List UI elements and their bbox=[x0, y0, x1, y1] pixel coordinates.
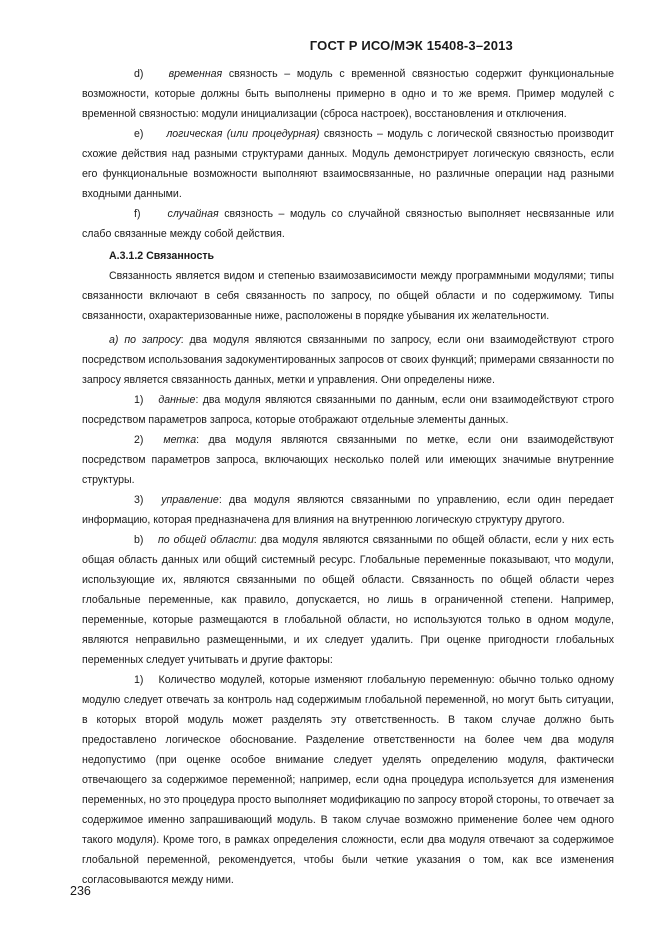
term: логическая (или процедурная) bbox=[166, 128, 320, 140]
list-marker: b) bbox=[134, 534, 144, 546]
paragraph-b bbox=[82, 530, 614, 670]
paragraph-text: связность – модуль со случайной связностью выполняет несвязанные или слабо связанные между собой действия. bbox=[82, 208, 614, 240]
paragraph-text: Количество модулей, которые изменяют глобальную переменную: обычно только одному модулю следует отвечать за контроль над содержимым глобальной переменной, но могут быть ситуации, в которых второй модуль может разделять эту ответственность. В таком случае должно быть предоставлено логическое обоснование. Разделение ответственности на более чем два модуля недопустимо (при оценке особое внимание следует уделять определению модуля, фактически отвечающего за содержимое переменной; например, если одна процедура используется для изменения переменных, но это процедура просто выполняет модификацию по запросу второй стороны, то отвечает за содержимое именно запрашивающий модуль. В таком случае возможно применение более чем одного такого модуля). Кроме того, в рамках определения сложности, если два модуля отвечают за содержимое глобальной переменной, рекомендуется, чтобы были четкие указания о том, как все изменения согласовываются между ними. bbox=[82, 674, 614, 886]
paragraph-d bbox=[82, 64, 614, 124]
term: по общей области bbox=[157, 534, 254, 546]
list-marker: a) bbox=[109, 334, 119, 346]
paragraph-text: : два модуля являются связанными по метке, если они взаимодействуют посредством параметров запроса, включающих несколько полей или имеющих значимые внутренние структуры. bbox=[82, 434, 614, 486]
page-number: 236 bbox=[70, 884, 91, 898]
term: данные bbox=[158, 394, 196, 406]
paragraph-e bbox=[82, 124, 614, 204]
term: управление bbox=[161, 494, 219, 506]
paragraph-f bbox=[82, 204, 614, 244]
list-marker: 1) bbox=[134, 394, 144, 406]
paragraph-a2 bbox=[82, 430, 614, 490]
paragraph-text: связность – модуль с логической связностью производит схожие действия над разными структурами данных. Модуль демонстрирует логическую связность, если его функциональные возможности выполняют взаимосвязанные, но различные операции над разными входными данными. bbox=[82, 128, 614, 200]
paragraph-text: : два модуля являются связанными по запросу, если они взаимодействуют строго посредством использования задокументированных запросов от своих функций; примерами связанности по запросу является связанность данных, метки и управления. Они определены ниже. bbox=[82, 334, 614, 386]
term: случайная bbox=[167, 208, 219, 220]
paragraph-text: : два модуля являются связанными по управлению, если один передает информацию, которая предназначена для влияния на внутреннюю логическую структуру другого. bbox=[82, 494, 615, 526]
term: временная bbox=[168, 68, 223, 80]
page-header: ГОСТ Р ИСО/МЭК 15408-3–2013 bbox=[309, 38, 513, 53]
document-body bbox=[82, 64, 614, 890]
paragraph-text: связность – модуль с временной связностью содержит функциональные возможности, которые должны быть выполнены примерно в одно и то же время. Пример модулей с временной связностью: модули инициализации (сброса настроек), восстановления и отключения. bbox=[82, 68, 614, 120]
paragraph-a1 bbox=[82, 390, 614, 430]
list-marker: e) bbox=[134, 128, 144, 140]
list-marker: 2) bbox=[134, 434, 144, 446]
paragraph-intro: Связанность является видом и степенью взаимозависимости между программными модулями; типы связанности включают в себя связанность по запросу, по общей области и по содержимому. Типы связанности, охарактеризованные ниже, расположены в порядке убывания их желательности. bbox=[82, 270, 614, 322]
paragraph-text: : два модуля являются связанными по данным, если они взаимодействуют строго посредством параметров запроса, которые отображают отдельные элементы данных. bbox=[82, 394, 614, 426]
list-marker: 3) bbox=[134, 494, 144, 506]
paragraph-b1 bbox=[82, 670, 614, 890]
paragraph-text: : два модуля являются связанными по общей области, если у них есть общая область данных или общий системный ресурс. Глобальные переменные показывают, что модули, использующие их, являются связанными по общей области. Связанность по общей области через глобальные переменные, как правило, допускается, но лишь в ограниченной степени. Например, переменные, которые размещаются в глобальной области, но используются только в одном модуле, являются неправильно размещенными, и их следует удалить. При оценке пригодности глобальных переменных следует учитывать и другие факторы: bbox=[82, 534, 614, 666]
list-marker: 1) bbox=[134, 674, 144, 686]
term: метка bbox=[163, 434, 197, 446]
list-marker: d) bbox=[134, 68, 144, 80]
paragraph-a bbox=[82, 330, 614, 390]
list-marker: f) bbox=[134, 208, 141, 220]
paragraph-a3 bbox=[82, 490, 614, 530]
section-heading: А.3.1.2 Связанность bbox=[109, 250, 215, 262]
term: по запросу bbox=[124, 334, 181, 346]
